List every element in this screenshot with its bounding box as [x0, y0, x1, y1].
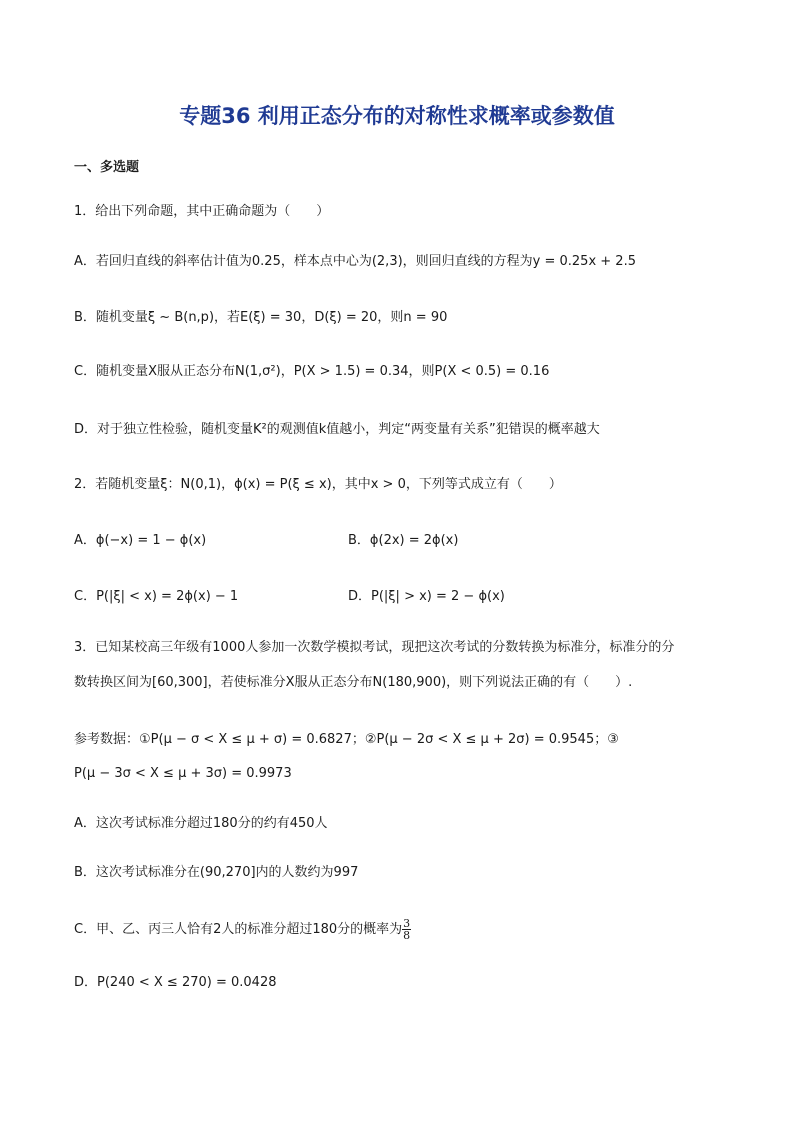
q3-reference-line2: P(μ − 3σ < X ≤ μ + 3σ) = 0.9973: [74, 766, 292, 781]
q3-option-b: B．这次考试标准分在(90,270]内的人数约为997: [74, 865, 359, 880]
fraction-numerator: 3: [403, 917, 411, 930]
q1-option-d: D．对于独立性检验，随机变量K²的观测值k值越小，判定“两变量有关系”犯错误的概率越大: [74, 422, 600, 437]
q3-option-c: [74, 918, 411, 941]
q3-reference-line1: 参考数据：①P(μ − σ < X ≤ μ + σ) = 0.6827；②P(μ − 2σ < X ≤ μ + 2σ) = 0.9545；③: [74, 732, 619, 747]
q2-option-b: B．ϕ(2x) = 2ϕ(x): [348, 533, 459, 548]
q2-option-c: C．P(|ξ| < x) = 2ϕ(x) − 1: [74, 589, 239, 604]
q3-option-d: D．P(240 < X ≤ 270) = 0.0428: [74, 975, 277, 990]
fraction: [402, 918, 411, 941]
q3-option-a: A．这次考试标准分超过180分的约有450人: [74, 816, 328, 831]
page-title: 专题36 利用正态分布的对称性求概率或参数值: [179, 104, 615, 128]
q1-option-c: C．随机变量X服从正态分布N(1,σ²)，P(X > 1.5) = 0.34，则P(X < 0.5) = 0.16: [74, 364, 550, 379]
q2-option-d: D．P(|ξ| > x) = 2 − ϕ(x): [348, 589, 505, 604]
fraction-denominator: 8: [403, 929, 411, 942]
q3-option-c-text: C．甲、乙、丙三人恰有2人的标准分超过180分的概率为: [74, 922, 403, 937]
q2-stem: 2．若随机变量ξ：N(0,1)，ϕ(x) = P(ξ ≤ x)，其中x > 0，下列等式成立有（ ）: [74, 477, 562, 492]
q1-stem: 1．给出下列命题，其中正确命题为（ ）: [74, 204, 330, 219]
q1-option-b: B．随机变量ξ ~ B(n,p)，若E(ξ) = 30，D(ξ) = 20，则n = 90: [74, 310, 448, 325]
section-heading: 一、多选题: [74, 160, 140, 175]
q3-stem-line2: 数转换区间为[60,300]，若使标准分X服从正态分布N(180,900)，则下列说法正确的有（ ）.: [74, 675, 633, 690]
q1-option-a: A．若回归直线的斜率估计值为0.25，样本点中心为(2,3)，则回归直线的方程为y = 0.25x + 2.5: [74, 254, 636, 269]
q3-stem-line1: 3．已知某校高三年级有1000人参加一次数学模拟考试，现把这次考试的分数转换为标准分，标准分的分: [74, 640, 675, 655]
q2-option-a: A．ϕ(−x) = 1 − ϕ(x): [74, 533, 207, 548]
